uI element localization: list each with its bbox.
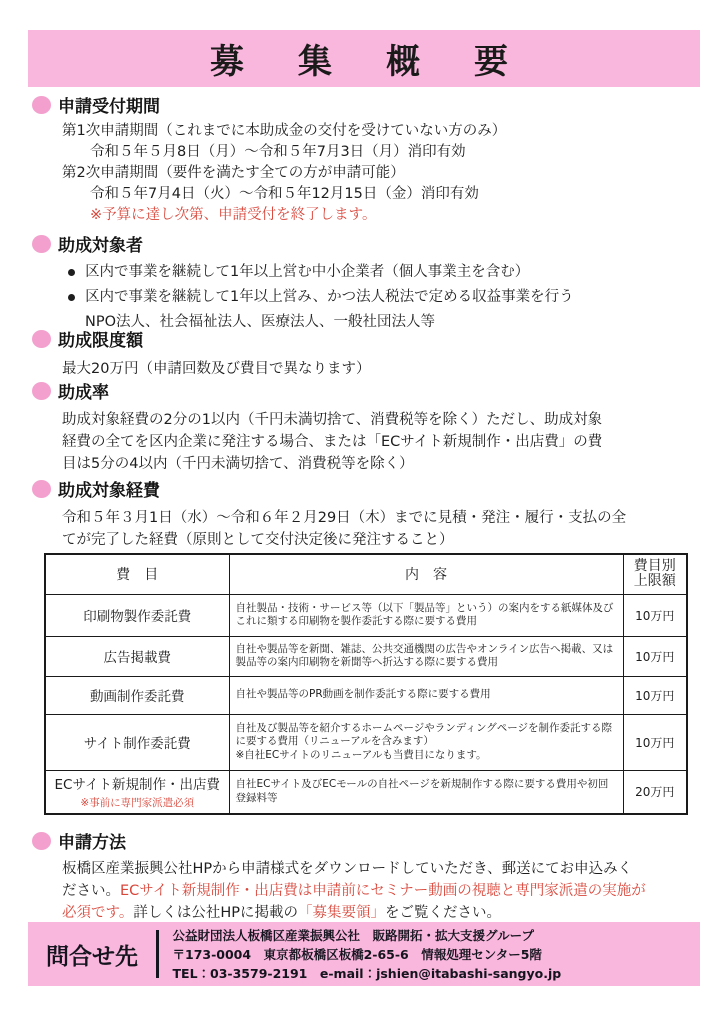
contact-label: 問合せ先 [46,943,138,970]
bullet-icon [68,269,75,276]
heading-text: 申請受付期間 [58,97,160,117]
rate-line-2: 経費の全てを区内企業に発注する場合、または「ECサイト新規制作・出店費」の費 [62,434,603,450]
row-cap: 10万円 [623,714,687,770]
row-item [45,770,229,814]
subsidy-limit-heading [32,326,692,351]
heading-text: 助成対象者 [58,236,143,256]
period-budget-note: ※予算に達し次第、申請受付を終了します。 [90,207,377,223]
row-item: サイト制作委託費 [45,714,229,770]
list-item [68,285,692,310]
header-desc: 内 容 [229,554,623,594]
table-row [45,676,687,714]
table-row [45,636,687,676]
row-desc: 自社ECサイト及びECモールの自社ページを新規制作する際に要する費用や初回登録料等 [229,770,623,814]
pink-dot-icon [32,480,51,498]
section-eligible-applicants [32,231,692,335]
row-desc-note: ※自社ECサイトのリニューアルも当費目になります。 [235,748,487,761]
bullet-icon [68,294,75,301]
eligible-applicants-list [68,260,692,335]
row-cap: 10万円 [623,594,687,636]
method-line-1: 板橋区産業振興公社HPから申請様式をダウンロードしていただき、郵送にてお申込みく [62,861,633,877]
title-banner [28,30,700,87]
heading-text: 申請方法 [58,833,126,853]
row-item-text: ECサイト新規制作・出店費 [54,777,220,794]
list-item [68,260,692,285]
list-item-text: 区内で事業を継続して1年以上営む中小企業者（個人事業主を含む） [85,264,530,280]
contact-org: 公益財団法人板橋区産業振興公社 販路開拓・拡大支援グループ [172,927,535,943]
expenses-line-2: てが完了した経費（原則として交付決定後に発注すること） [62,532,454,548]
row-item: 印刷物製作委託費 [45,594,229,636]
row-cap: 10万円 [623,676,687,714]
section-eligible-expenses [32,476,692,551]
eligible-applicants-heading [32,231,692,256]
heading-text: 助成限度額 [58,331,143,351]
method-line2-red: ECサイト新規制作・出店費は申請前にセミナー動画の視聴と専門家派遣の実施が [120,883,646,899]
method-line3-black1: 詳しくは公社HPに掲載の [133,905,298,921]
pink-dot-icon [32,382,51,400]
table-row [45,594,687,636]
method-line-2 [62,880,692,902]
rate-line-1: 助成対象経費の2分の1以内（千円未満切捨て、消費税等を除く）ただし、助成対象 [62,412,603,428]
method-line3-black2: をご覧ください。 [385,905,501,921]
subsidy-rate-heading [32,378,692,403]
contact-address: 〒173-0004 東京都板橋区板橋2-65-6 情報処理センター5階 [172,946,542,962]
method-line2-black: ださい。 [62,883,120,899]
row-desc: 自社や製品等のPR動画を制作委託する際に要する費用 [229,676,623,714]
header-cap-line1: 費目別 [633,558,676,575]
page-title: 募 集 概 要 [210,42,518,82]
period-line-1: 第1次申請期間（これまでに本助成金の交付を受けていない方のみ） [62,123,507,139]
period-line-2: 令和５年５月8日（月）～令和５年7月3日（月）消印有効 [90,144,466,160]
list-item-continuation: NPO法人、社会福祉法人、医療法人、一般社団法人等 [85,314,436,330]
expense-table [44,553,688,815]
section-subsidy-limit [32,326,692,380]
row-cap: 20万円 [623,770,687,814]
section-subsidy-rate [32,378,692,475]
header-cap-line2: 上限額 [633,573,676,590]
list-item-text: 区内で事業を継続して1年以上営み、かつ法人税法で定める収益事業を行う [85,289,574,305]
vertical-divider [156,930,159,978]
row-item: 動画制作委託費 [45,676,229,714]
section-application-period [32,92,692,226]
contact-tel-email: TEL：03-3579-2191 e-mail：jshien@itabashi-sangyo.jp [172,965,562,981]
subsidy-limit-body: 最大20万円（申請回数及び費目で異なります） [62,361,371,377]
contact-info [173,926,562,983]
heading-text: 助成対象経費 [58,481,160,501]
period-line-4: 令和５年7月4日（火）～令和５年12月15日（金）消印有効 [90,186,479,202]
row-desc [229,714,623,770]
period-line-3: 第2次申請期間（要件を満たす全ての方が申請可能） [62,165,405,181]
table-row [45,770,687,814]
rate-line-3: 目は5分の4以内（千円未満切捨て、消費税等を除く） [62,456,414,472]
row-desc: 自社や製品等を新聞、雑誌、公共交通機関の広告やオンライン広告へ掲載、又は製品等の案内印刷物を新聞等へ折込する際に要する費用 [229,636,623,676]
application-method-heading [32,828,692,853]
header-item: 費 目 [45,554,229,594]
pink-dot-icon [32,235,51,253]
table-header-row [45,554,687,594]
pink-dot-icon [32,96,51,114]
pink-dot-icon [32,330,51,348]
method-line3-red2: 「募集要領」 [298,905,385,921]
row-item: 広告掲載費 [45,636,229,676]
row-desc: 自社製品・技術・サービス等（以下「製品等」という）の案内をする紙媒体及びこれに類する印刷物を製作委託する際に要する費用 [229,594,623,636]
method-line3-red1: 必須です。 [62,905,134,921]
pink-dot-icon [32,832,51,850]
row-cap: 10万円 [623,636,687,676]
application-period-heading [32,92,692,117]
section-application-method [32,828,692,924]
heading-text: 助成率 [58,383,109,403]
expenses-line-1: 令和５年３月1日（水）～令和６年２月29日（木）までに見積・発注・履行・支払の全 [62,510,627,526]
table-row [45,714,687,770]
method-line-3 [62,902,692,924]
row-item-note: ※事前に専門家派遣必須 [80,797,195,810]
contact-box [28,922,700,986]
eligible-expenses-heading [32,476,692,501]
header-cap [623,554,687,594]
row-desc-text: 自社及び製品等を紹介するホームページやランディングページを制作委託する際に要する費用（リニューアルを含みます） [235,721,613,748]
